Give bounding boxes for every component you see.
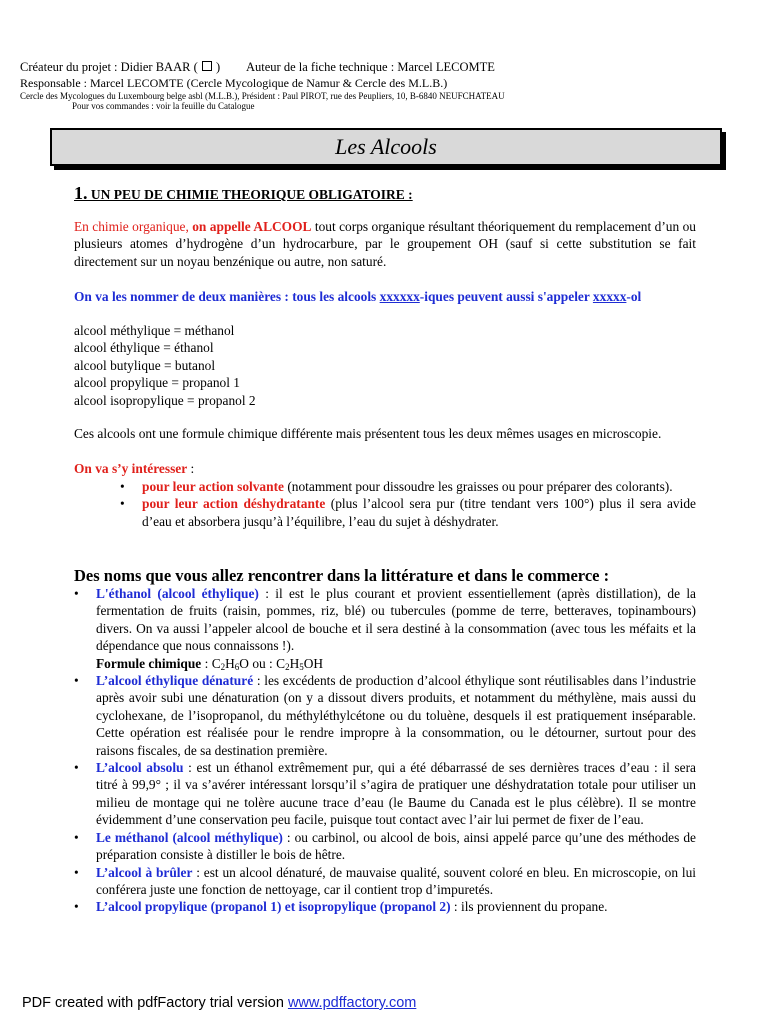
name-label: L’alcool propylique (propanol 1) et isopropylique (propanol 2) (96, 899, 451, 915)
page-title-box (50, 128, 722, 166)
intro-red-text: En chimie organique, (74, 219, 193, 234)
phone-icon (202, 61, 212, 71)
usage-paragraph: Ces alcools ont une formule chimique différente mais présentent tous les deux mêmes usages en microscopie. (74, 426, 662, 441)
bullet-icon: • (120, 496, 125, 512)
list-item (74, 585, 696, 672)
section-number: 1. (74, 183, 88, 203)
pdf-footer (22, 995, 416, 1011)
author-text: Auteur de la fiche technique : Marcel LECOMTE (246, 60, 495, 74)
naming-list (74, 322, 696, 409)
formula-sub: 2 (285, 661, 290, 672)
list-item (120, 478, 696, 495)
formula-or: ou : (248, 655, 277, 671)
bullet-icon: • (74, 864, 79, 880)
footer-text: PDF created with pdfFactory trial version (22, 995, 288, 1011)
naming-list-item: alcool méthylique = méthanol (74, 323, 235, 338)
list-item (74, 829, 696, 864)
formula-label: Formule chimique (96, 655, 202, 671)
names-heading: Des noms que vous allez rencontrer dans la littérature et dans le commerce : (74, 566, 610, 585)
list-item (74, 672, 696, 759)
naming-list-item: alcool éthylique = éthanol (74, 340, 214, 356)
list-item (74, 898, 696, 915)
formula-sub: 5 (299, 661, 304, 672)
header-line-3: Cercle des Mycologues du Luxembourg belge asbl (M.L.B.), Président : Paul PIROT, rue des Peupliers, 10, B-6840 NEUFCHATEAU (20, 91, 505, 101)
formula-line (96, 655, 696, 672)
naming-rule (74, 288, 696, 305)
name-label: L’alcool absolu (96, 760, 184, 776)
name-label: L’alcool éthylique dénaturé (96, 673, 254, 689)
intro-paragraph (74, 218, 696, 270)
bullet-icon: • (74, 829, 79, 845)
naming-end: -ol (626, 289, 642, 304)
bullet-icon: • (120, 479, 125, 494)
usage-bullets (120, 478, 696, 530)
list-item (74, 864, 696, 899)
bullet-icon: • (74, 760, 79, 776)
name-text: : est un alcool dénaturé, de mauvaise qualité, souvent coloré en bleu. En microscopie, on lui conférera juste une fonction de nettoyage, car il contient trop d’impuretés. (96, 864, 696, 897)
naming-list-item: alcool butylique = butanol (74, 357, 216, 373)
usage-interest-colon: : (187, 461, 195, 476)
list-item (74, 759, 696, 829)
name-text: : est un éthanol extrêmement pur, qui a été débarrassé de ses dernières traces d’eau : il sera titré à 99,9° ; il va s’avérer intéressant lorsqu’il s’agira de pratiquer une déshydratation totale pour utiliser un milieu de montage qui ne tolère aucune trace d’eau (le Baume du Canada est le plus célèbre). Il se montre évidemment d’une conservation peu facile, puisque tout contact avec l’air lui permet de fixer de l’eau. (96, 760, 696, 828)
section-title: UN PEU DE CHIMIE THEORIQUE OBLIGATOIRE : (87, 187, 413, 202)
formula-sep: : (201, 655, 212, 671)
intro-text: tout corps organique résultant théoriquement du remplacement d’un ou plusieurs atomes d’hydrogène d’un hydrocarbure, par le groupement OH (sauf si cette substitution se fait directement sur un noyau benzénique ou autre, non saturé. (74, 219, 696, 269)
naming-list-item: alcool propylique = propanol 1 (74, 375, 240, 391)
page-title: Les Alcools (335, 134, 437, 159)
bullet-text: (plus l’alcool sera pur (titre tendant vers 100°) plus il sera avide d’eau et absorbera jusqu’à l’équilibre, l’eau du sujet à déshydrater. (142, 496, 696, 529)
formula-part: OH (303, 655, 324, 671)
formula-sub: 2 (220, 661, 226, 672)
name-text: : ils proviennent du propane. (450, 899, 608, 915)
name-text: : ou carbinol, ou alcool de bois, ainsi appelé parce qu’une des méthodes de préparation consiste à distiller le bois de hêtre. (96, 829, 696, 863)
naming-list-item: alcool isopropylique = propanol 2 (74, 392, 256, 408)
names-list (74, 585, 696, 916)
name-label: L'éthanol (alcool éthylique) (96, 586, 259, 601)
naming-placeholder-2: xxxxx (592, 289, 627, 304)
name-text: : il est le plus courant et provient essentiellement (après distillation), de la fermentation de fruits (raisin, pommes, riz, blé) ou tubercules (pomme de terre, betteraves, topinambours) divers. On va aussi l’appeler alcool de bouche et il sera destiné à la consommation (avec tous les méfaits et la dépendance que nous connaissons !). (96, 586, 696, 654)
name-label: L’alcool à brûler (96, 864, 193, 880)
header-line-4: Pour vos commandes : voir la feuille du Catalogue (72, 101, 255, 111)
header-line-1 (20, 60, 220, 75)
bullet-icon: • (74, 673, 79, 689)
intro-definition: on appelle ALCOOL (192, 219, 312, 234)
formula-2 (276, 656, 323, 671)
header-line-2: Responsable : Marcel LECOMTE (Cercle Mycologique de Namur & Cercle des M.L.B.) (20, 76, 448, 90)
formula-sub: 6 (234, 661, 240, 672)
name-text: : les excédents de production d’alcool éthylique sont réutilisables dans l’industrie après avoir subi une dénaturation (on y a dissout divers produits, et notamment du méthylène, mais aussi du cyclohexane, de l’isopropanol, du méthyléthylcétone ou du toluène, desquels il est pratiquement inséparable. Cette opération est réalisée pour le rendre impropre à la consommation, ou le détourner, surtout pour des raisons fiscales, de sa destination première. (96, 673, 696, 758)
usage-interest-label: On va s’y intéresser (74, 461, 188, 476)
naming-lead: On va les nommer de deux manières : tous les alcools (74, 289, 380, 304)
formula-part: C (276, 655, 286, 671)
creator-text-end: ) (215, 60, 221, 74)
usage-interest (74, 460, 696, 477)
naming-mid: -iques peuvent aussi s'appeler (419, 289, 593, 304)
bullet-label: pour leur action déshydratante (142, 496, 326, 512)
pdffactory-link[interactable]: www.pdffactory.com (287, 995, 417, 1011)
formula-part: H (225, 655, 235, 671)
naming-placeholder-1: xxxxxx (379, 289, 420, 304)
formula-part: H (289, 655, 300, 671)
bullet-icon: • (74, 899, 79, 915)
creator-text: Créateur du projet : Didier BAAR ( (20, 60, 198, 74)
name-label: Le méthanol (alcool méthylique) (96, 829, 283, 845)
bullet-text: (notamment pour dissoudre les graisses ou pour préparer des colorants). (283, 479, 673, 494)
bullet-label: pour leur action solvante (142, 479, 284, 494)
formula-1 (212, 656, 249, 671)
formula-part: C (211, 655, 221, 671)
bullet-icon: • (74, 586, 79, 601)
formula-part: O (239, 655, 249, 671)
list-item (120, 495, 696, 530)
section-heading (74, 183, 413, 204)
